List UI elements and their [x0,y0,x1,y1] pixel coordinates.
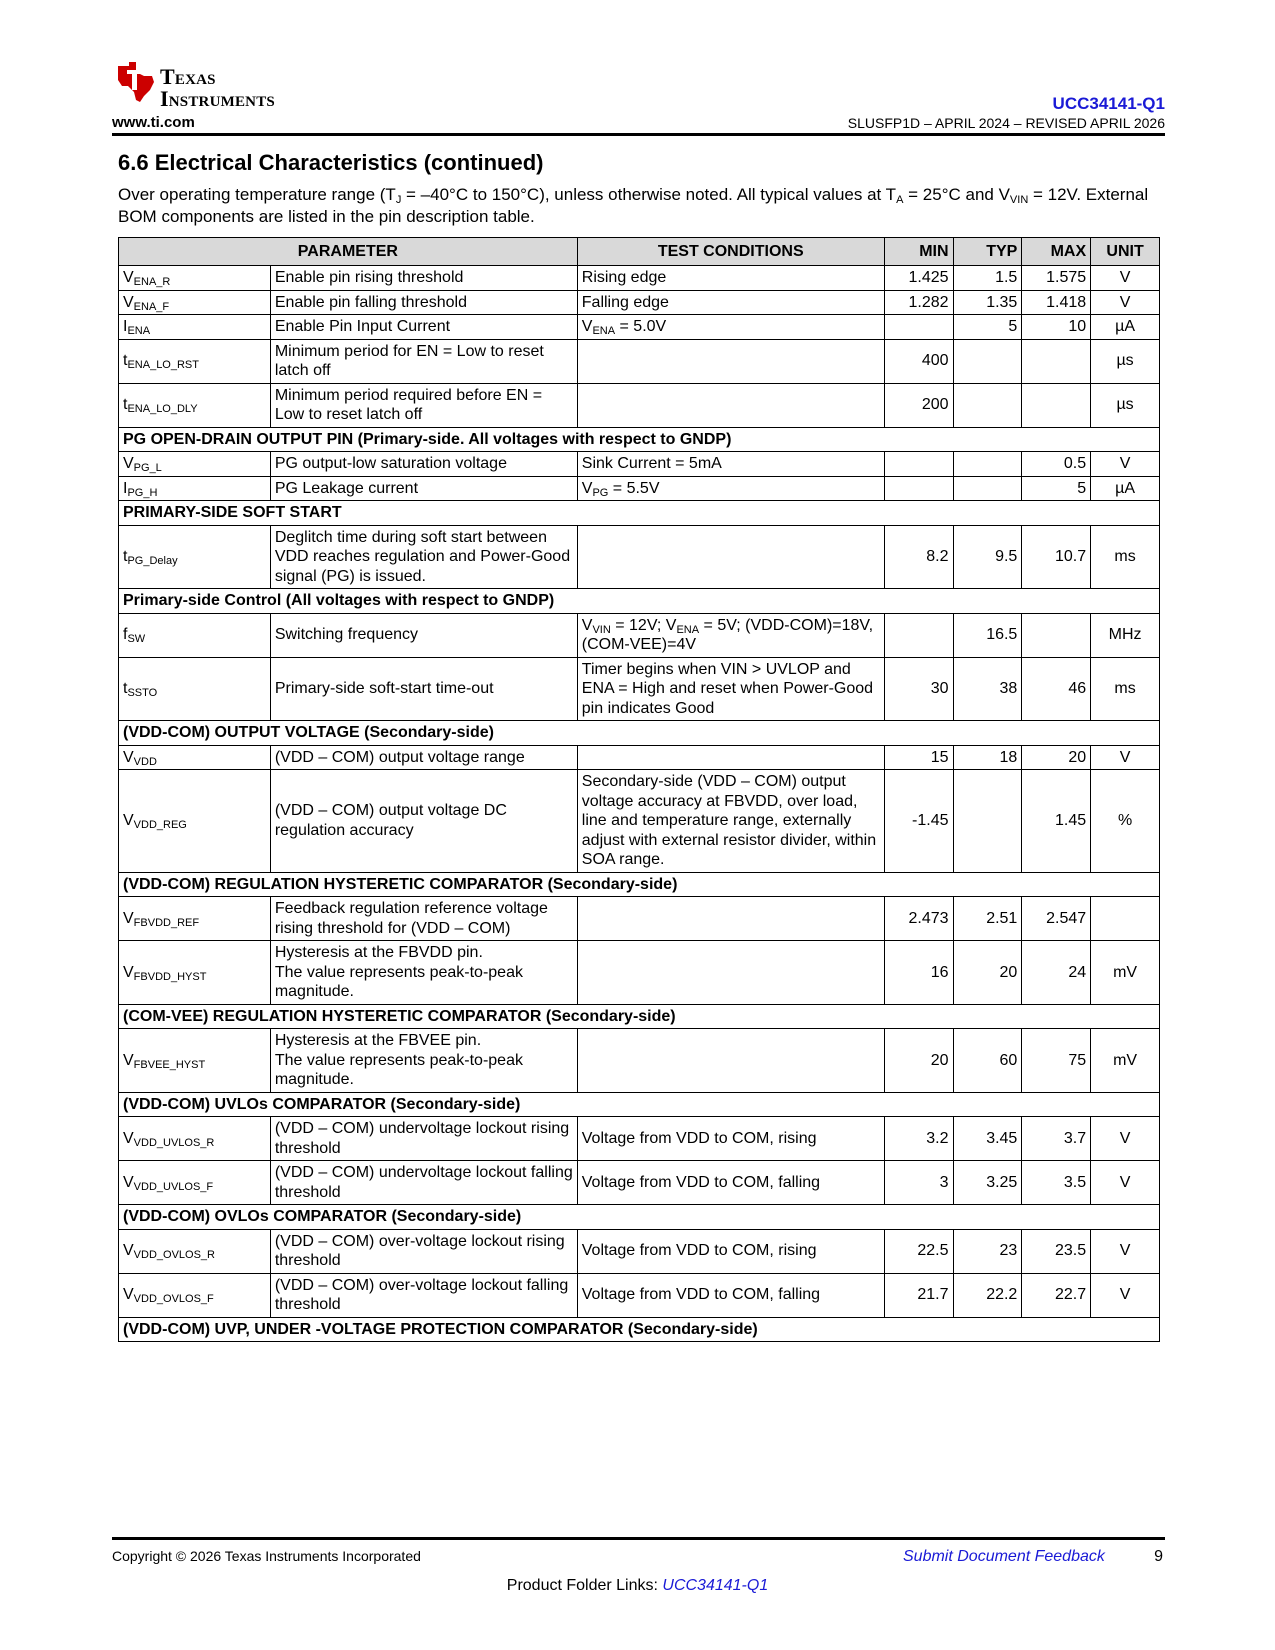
symbol-base: V [123,1051,134,1069]
value-typ [953,383,1022,427]
section-heading: Primary-side Control (All voltages with respect to GNDP) [119,589,1160,614]
table-section-row [119,427,1160,452]
header-rule [112,133,1165,136]
param-symbol [119,266,271,291]
table-row [119,770,1160,873]
symbol-base: I [123,318,128,335]
param-symbol [119,383,271,427]
symbol-base: t [123,680,128,697]
value-min: -1.45 [884,770,953,873]
param-symbol [119,1117,271,1161]
table-section-row [119,589,1160,614]
section-heading: (VDD-COM) REGULATION HYSTERETIC COMPARATOR (Secondary-side) [119,872,1160,897]
param-symbol [119,525,271,589]
table-row [119,613,1160,657]
param-symbol [119,941,271,1005]
page-header [112,60,1165,136]
intro-text-d: = 12V. External BOM components are listed in the pin description table. [118,185,1149,226]
param-symbol [119,476,271,501]
value-unit [1091,897,1160,941]
value-max: 20 [1022,745,1091,770]
value-typ: 9.5 [953,525,1022,589]
ti-logo[interactable] [112,60,322,116]
symbol-base: I [123,479,128,497]
table-row [119,1029,1160,1093]
section-heading: (VDD-COM) UVLOs COMPARATOR (Secondary-side) [119,1092,1160,1117]
test-conditions [577,315,884,340]
logo-line2: Instruments [160,86,275,111]
value-unit: ms [1091,525,1160,589]
symbol-sub: SSTO [127,687,158,699]
symbol-sub: ENA_LO_RST [127,359,199,372]
value-unit: V [1091,1229,1160,1273]
value-typ: 1.5 [953,266,1022,291]
value-unit: MHz [1091,613,1160,657]
table-row [119,290,1160,315]
test-conditions: Sink Current = 5mA [577,452,884,477]
section-intro [118,184,1163,228]
logo-line1: Texas [160,64,216,89]
value-typ: 60 [953,1029,1022,1093]
section-title: 6.6 Electrical Characteristics (continued) [118,150,544,175]
value-min: 15 [884,745,953,770]
cond-pre: V [581,616,593,634]
param-description: PG Leakage current [270,476,577,501]
param-symbol [119,339,271,383]
value-typ: 1.35 [953,290,1022,315]
intro-text-c: = 25°C and V [903,185,1010,204]
value-unit: V [1091,1117,1160,1161]
value-min [884,476,953,501]
symbol-base: f [123,626,128,644]
symbol-sub: VDD [133,755,157,768]
value-typ: 16.5 [953,613,1022,657]
table-section-row [119,501,1160,526]
value-max [1022,613,1091,657]
table-row [119,1117,1160,1161]
value-min: 30 [884,657,953,721]
param-description: Hysteresis at the FBVEE pin. The value represents peak-to-peak magnitude. [270,1029,577,1093]
symbol-base: V [123,1286,134,1304]
test-conditions [577,613,884,657]
param-symbol [119,745,271,770]
symbol-sub: PG_L [133,462,162,474]
param-symbol [119,613,271,657]
value-min: 3.2 [884,1117,953,1161]
symbol-sub: ENA_F [133,300,170,313]
test-conditions [577,339,884,383]
symbol-base: t [123,352,128,370]
table-row [119,657,1160,721]
param-description: (VDD – COM) over-voltage lockout rising threshold [270,1229,577,1273]
value-typ: 3.45 [953,1117,1022,1161]
value-min: 200 [884,383,953,427]
param-description: PG output-low saturation voltage [270,452,577,477]
symbol-sub: ENA [127,325,151,337]
value-min: 16 [884,941,953,1005]
logo-wordmark [160,66,275,110]
symbol-sub: VDD_UVLOS_F [133,1180,214,1193]
value-typ: 23 [953,1229,1022,1273]
table-row [119,941,1160,1005]
cond-sub: ENA [592,325,616,337]
value-unit: ms [1091,657,1160,721]
value-min: 8.2 [884,525,953,589]
value-min [884,315,953,340]
cond-post: = 5V; (VDD-COM)=18V, (COM-VEE)=4V [581,616,874,653]
test-conditions: Falling edge [577,290,884,315]
value-unit: V [1091,745,1160,770]
test-conditions: Voltage from VDD to COM, falling [577,1273,884,1317]
header-unit: UNIT [1091,238,1160,266]
param-description: (VDD – COM) output voltage DC regulation accuracy [270,770,577,873]
param-description: (VDD – COM) undervoltage lockout rising threshold [270,1117,577,1161]
electrical-characteristics-table [118,237,1160,1342]
param-symbol [119,1029,271,1093]
value-typ [953,476,1022,501]
value-min: 2.473 [884,897,953,941]
param-symbol [119,452,271,477]
value-typ: 22.2 [953,1273,1022,1317]
section-heading: (VDD-COM) UVP, UNDER -VOLTAGE PROTECTION COMPARATOR (Secondary-side) [119,1317,1160,1342]
symbol-sub: SW [127,633,146,646]
table-section-row [119,1205,1160,1230]
symbol-base: V [123,293,134,311]
symbol-base: V [123,269,134,286]
cond-sub: PG [592,486,609,499]
section-heading: (COM-VEE) REGULATION HYSTERETIC COMPARATOR (Secondary-side) [119,1004,1160,1029]
param-symbol [119,770,271,873]
param-description: Switching frequency [270,613,577,657]
param-symbol [119,1161,271,1205]
test-conditions [577,525,884,589]
table-row [119,1273,1160,1317]
value-unit: µs [1091,339,1160,383]
intro-text-a: Over operating temperature range (T [118,185,396,204]
value-max: 2.547 [1022,897,1091,941]
symbol-sub: PG_Delay [127,555,178,567]
value-unit: mV [1091,1029,1160,1093]
param-symbol [119,290,271,315]
table-section-row [119,1004,1160,1029]
value-max: 5 [1022,476,1091,501]
param-symbol [119,897,271,941]
pfl-label: Product Folder Links: [506,1577,663,1594]
section-heading: (VDD-COM) OVLOs COMPARATOR (Secondary-side) [119,1205,1160,1230]
value-min: 20 [884,1029,953,1093]
param-symbol [119,657,271,721]
value-max: 1.418 [1022,290,1091,315]
symbol-sub: FBVEE_HYST [133,1058,206,1071]
param-description: (VDD – COM) undervoltage lockout falling threshold [270,1161,577,1205]
cond-pre: V [581,479,593,497]
value-unit: V [1091,290,1160,315]
footer-rule [112,1537,1165,1540]
section-heading: (VDD-COM) OUTPUT VOLTAGE (Secondary-side) [119,721,1160,746]
header-conditions: TEST CONDITIONS [577,238,884,266]
header-parameter: PARAMETER [119,238,578,266]
test-conditions: Voltage from VDD to COM, falling [577,1161,884,1205]
site-link[interactable]: www.ti.com [112,114,195,131]
table-body [119,266,1160,1342]
value-max: 10 [1022,315,1091,340]
symbol-sub: VDD_OVLOS_F [133,1293,214,1306]
symbol-base: V [123,812,134,829]
table-section-row [119,1317,1160,1342]
intro-sub-a: A [896,194,904,206]
symbol-base: V [123,909,134,927]
param-description: Minimum period required before EN = Low to reset latch off [270,383,577,427]
value-unit: V [1091,1161,1160,1205]
table-row [119,1161,1160,1205]
submit-feedback-link[interactable]: Submit Document Feedback [903,1548,1105,1565]
product-folder-links [0,1577,1275,1595]
test-conditions [577,941,884,1005]
param-description: Feedback regulation reference voltage rising threshold for (VDD – COM) [270,897,577,941]
test-conditions: Voltage from VDD to COM, rising [577,1117,884,1161]
table-row [119,266,1160,291]
param-symbol [119,1273,271,1317]
header-max: MAX [1022,238,1091,266]
table-row [119,745,1160,770]
value-min: 1.282 [884,290,953,315]
value-typ [953,770,1022,873]
symbol-base: V [123,963,134,981]
table-row [119,525,1160,589]
param-description: Enable pin rising threshold [270,266,577,291]
section-heading: PG OPEN-DRAIN OUTPUT PIN (Primary-side. All voltages with respect to GNDP) [119,427,1160,452]
cond-mid: = 12V; V [610,616,677,634]
intro-sub-vin: VIN [1009,194,1029,206]
symbol-sub: VDD_OVLOS_R [133,1249,215,1262]
value-unit: µA [1091,315,1160,340]
value-min: 1.425 [884,266,953,291]
table-section-row [119,1092,1160,1117]
test-conditions [577,383,884,427]
value-unit: mV [1091,941,1160,1005]
table-section-row [119,872,1160,897]
value-unit: V [1091,1273,1160,1317]
symbol-sub: FBVDD_REF [133,916,200,929]
table-row [119,383,1160,427]
symbol-base: V [123,1242,134,1260]
symbol-base: V [123,1129,134,1147]
table-row [119,339,1160,383]
intro-sub-j: J [395,194,402,206]
symbol-sub: VDD_REG [133,819,187,831]
cond-post: = 5.5V [608,479,660,497]
value-min: 3 [884,1161,953,1205]
symbol-sub: ENA_LO_DLY [127,403,198,416]
value-unit: µA [1091,476,1160,501]
table-row [119,476,1160,501]
table-header-row [119,238,1160,266]
table-row [119,315,1160,340]
test-conditions [577,745,884,770]
symbol-base: V [123,748,134,766]
symbol-base: t [123,396,128,414]
value-max: 75 [1022,1029,1091,1093]
value-max: 22.7 [1022,1273,1091,1317]
value-min: 400 [884,339,953,383]
value-unit: V [1091,452,1160,477]
cond-sub2: ENA [676,623,700,636]
value-max: 1.45 [1022,770,1091,873]
header-min: MIN [884,238,953,266]
symbol-base: t [123,548,128,565]
cond-post: = 5.0V [615,318,667,335]
param-description: Deglitch time during soft start between VDD reaches regulation and Power-Good signal (PG) is issued. [270,525,577,589]
value-max: 3.5 [1022,1161,1091,1205]
cond-pre: V [581,318,593,335]
value-max: 0.5 [1022,452,1091,477]
copyright: Copyright © 2026 Texas Instruments Incorporated [112,1548,421,1564]
symbol-base: V [123,1173,134,1191]
test-conditions: Timer begins when VIN > UVLOP and ENA = High and reset when Power-Good pin indicates Good [577,657,884,721]
value-max: 24 [1022,941,1091,1005]
symbol-sub: PG_H [127,486,158,499]
value-min [884,452,953,477]
table-section-row [119,721,1160,746]
param-description: Hysteresis at the FBVDD pin. The value represents peak-to-peak magnitude. [270,941,577,1005]
param-description: (VDD – COM) over-voltage lockout falling threshold [270,1273,577,1317]
test-conditions: Secondary-side (VDD – COM) output voltage accuracy at FBVDD, over load, line and temperature range, externally adjust with external resistor divider, within SOA range. [577,770,884,873]
value-typ: 2.51 [953,897,1022,941]
symbol-sub: ENA_R [133,276,171,288]
pfl-link[interactable]: UCC34141-Q1 [662,1577,769,1594]
section-heading: PRIMARY-SIDE SOFT START [119,501,1160,526]
param-description: (VDD – COM) output voltage range [270,745,577,770]
value-typ [953,452,1022,477]
param-symbol [119,1229,271,1273]
param-description: Minimum period for EN = Low to reset latch off [270,339,577,383]
test-conditions [577,897,884,941]
value-typ: 3.25 [953,1161,1022,1205]
value-unit: V [1091,266,1160,291]
value-unit: % [1091,770,1160,873]
doc-id-link[interactable]: UCC34141-Q1 [1052,94,1165,113]
value-max [1022,339,1091,383]
test-conditions [577,1029,884,1093]
value-min: 21.7 [884,1273,953,1317]
symbol-sub: VDD_UVLOS_R [133,1136,215,1149]
symbol-sub: FBVDD_HYST [133,970,207,983]
value-typ: 20 [953,941,1022,1005]
texas-state-icon [112,60,156,104]
symbol-base: V [123,455,134,472]
value-min: 22.5 [884,1229,953,1273]
value-typ [953,339,1022,383]
test-conditions: Rising edge [577,266,884,291]
cond-sub: VIN [592,623,611,636]
table-row [119,1229,1160,1273]
value-max: 3.7 [1022,1117,1091,1161]
param-description: Enable pin falling threshold [270,290,577,315]
value-min [884,613,953,657]
value-typ: 18 [953,745,1022,770]
intro-text-b: = –40°C to 150°C), unless otherwise noted. All typical values at T [401,185,897,204]
value-max: 1.575 [1022,266,1091,291]
table-row [119,897,1160,941]
value-max: 10.7 [1022,525,1091,589]
doc-revision: SLUSFP1D – APRIL 2024 – REVISED APRIL 2026 [847,115,1165,131]
page-number: 9 [1154,1548,1163,1565]
value-unit: µs [1091,383,1160,427]
value-max [1022,383,1091,427]
header-typ: TYP [953,238,1022,266]
table-row [119,452,1160,477]
param-description: Primary-side soft-start time-out [270,657,577,721]
test-conditions: Voltage from VDD to COM, rising [577,1229,884,1273]
value-max: 46 [1022,657,1091,721]
param-symbol [119,315,271,340]
test-conditions [577,476,884,501]
value-max: 23.5 [1022,1229,1091,1273]
value-typ: 38 [953,657,1022,721]
param-description: Enable Pin Input Current [270,315,577,340]
value-typ: 5 [953,315,1022,340]
